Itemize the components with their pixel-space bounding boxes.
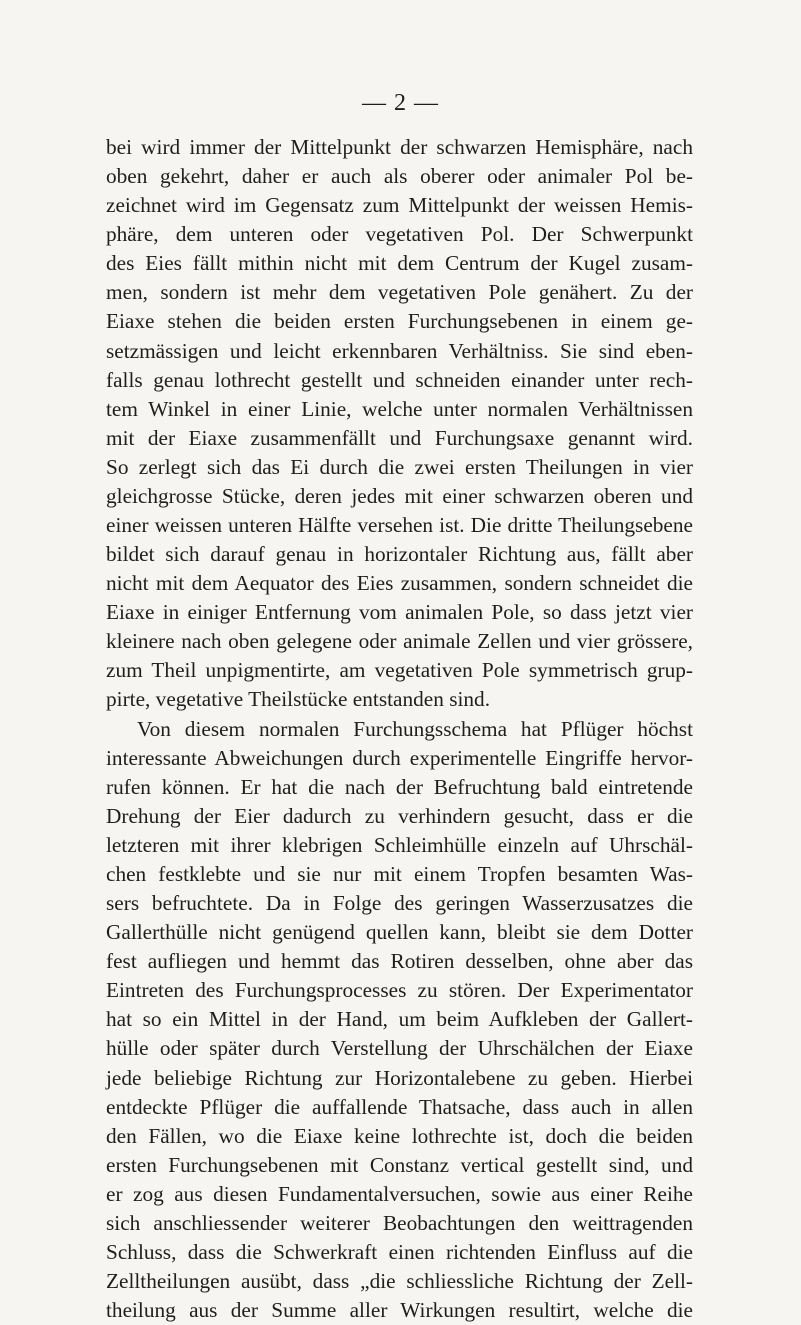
text-line: hülle oder später durch Verstellung der Uhrschälchen der Eiaxe (106, 1036, 693, 1061)
text-line: kleinere nach oben gelegene oder animale Zellen und vier grössere, (106, 629, 693, 654)
text-line: fest aufliegen und hemmt das Rotiren desselben, ohne aber das (106, 949, 693, 974)
text-line: phäre, dem unteren oder vegetativen Pol. Der Schwerpunkt (106, 222, 693, 247)
text-line: So zerlegt sich das Ei durch die zwei ersten Theilungen in vier (106, 454, 693, 479)
text-line: zum Theil unpigmentirte, am vegetativen Pole symmetrisch grup- (106, 658, 693, 683)
text-line: jede beliebige Richtung zur Horizontalebene zu geben. Hierbei (106, 1065, 693, 1090)
paragraph-start-line: Von diesem normalen Furchungsschema hat Pflüger höchst (137, 716, 693, 741)
text-line: gleichgrosse Stücke, deren jedes mit einer schwarzen oberen und (106, 483, 693, 508)
text-line: interessante Abweichungen durch experimentelle Eingriffe hervor- (106, 745, 693, 770)
text-line: sich anschliessender weiterer Beobachtungen den weittragenden (106, 1210, 693, 1235)
text-line: Eintreten des Furchungsprocesses zu stören. Der Experimentator (106, 978, 693, 1003)
text-line: zeichnet wird im Gegensatz zum Mittelpunkt der weissen Hemis- (106, 193, 693, 218)
text-line: oben gekehrt, daher er auch als oberer oder animaler Pol be- (106, 164, 693, 189)
text-line: mit der Eiaxe zusammenfällt und Furchungsaxe genannt wird. (106, 425, 693, 450)
text-line: letzteren mit ihrer klebrigen Schleimhülle einzeln auf Uhrschäl- (106, 832, 693, 857)
text-line: sers befruchtete. Da in Folge des geringen Wasserzusatzes die (106, 891, 693, 916)
text-line: Schluss, dass die Schwerkraft einen richtenden Einfluss auf die (106, 1239, 693, 1264)
text-line: des Eies fällt mithin nicht mit dem Centrum der Kugel zusam- (106, 251, 693, 276)
text-line: men, sondern ist mehr dem vegetativen Pole genähert. Zu der (106, 280, 693, 305)
text-line: bei wird immer der Mittelpunkt der schwarzen Hemisphäre, nach (106, 135, 693, 159)
text-line: tem Winkel in einer Linie, welche unter normalen Verhältnissen (106, 396, 693, 421)
text-line: falls genau lothrecht gestellt und schneiden einander unter rech- (106, 367, 693, 392)
paragraph-end-line: pirte, vegetative Theilstücke entstanden sind. (106, 687, 491, 712)
text-line: ersten Furchungsebenen mit Constanz vertical gestellt sind, und (106, 1152, 693, 1177)
text-line: Drehung der Eier dadurch zu verhindern gesucht, dass er die (106, 803, 693, 828)
text-line: chen festklebte und sie nur mit einem Tropfen besamten Was- (106, 861, 693, 886)
text-line: nicht mit dem Aequator des Eies zusammen, sondern schneidet die (106, 571, 693, 596)
text-line: einer weissen unteren Hälfte versehen ist. Die dritte Theilungsebene (106, 513, 693, 538)
text-line: Zelltheilungen ausübt, dass „die schliessliche Richtung der Zell- (106, 1269, 693, 1294)
text-line: Eiaxe in einiger Entfernung vom animalen Pole, so dass jetzt vier (106, 600, 693, 625)
body-text (106, 133, 693, 1325)
text-line: bildet sich darauf genau in horizontaler Richtung aus, fällt aber (106, 542, 693, 567)
page-number: — 2 — (362, 90, 439, 116)
text-line: Eiaxe stehen die beiden ersten Furchungsebenen in einem ge- (106, 309, 693, 334)
text-line: theilung aus der Summe aller Wirkungen resultirt, welche die (106, 1298, 693, 1323)
text-line: hat so ein Mittel in der Hand, um beim Aufkleben der Gallert- (106, 1007, 693, 1032)
text-line: rufen können. Er hat die nach der Befruchtung bald eintretende (106, 774, 693, 799)
text-line: Gallerthülle nicht genügend quellen kann, bleibt sie dem Dotter (106, 920, 693, 945)
text-line: den Fällen, wo die Eiaxe keine lothrechte ist, doch die beiden (106, 1123, 693, 1148)
text-line: setzmässigen und leicht erkennbaren Verhältniss. Sie sind eben- (106, 338, 693, 363)
text-line: entdeckte Pflüger die auffallende Thatsache, dass auch in allen (106, 1094, 693, 1119)
text-line: er zog aus diesen Fundamentalversuchen, sowie aus einer Reihe (106, 1181, 693, 1206)
